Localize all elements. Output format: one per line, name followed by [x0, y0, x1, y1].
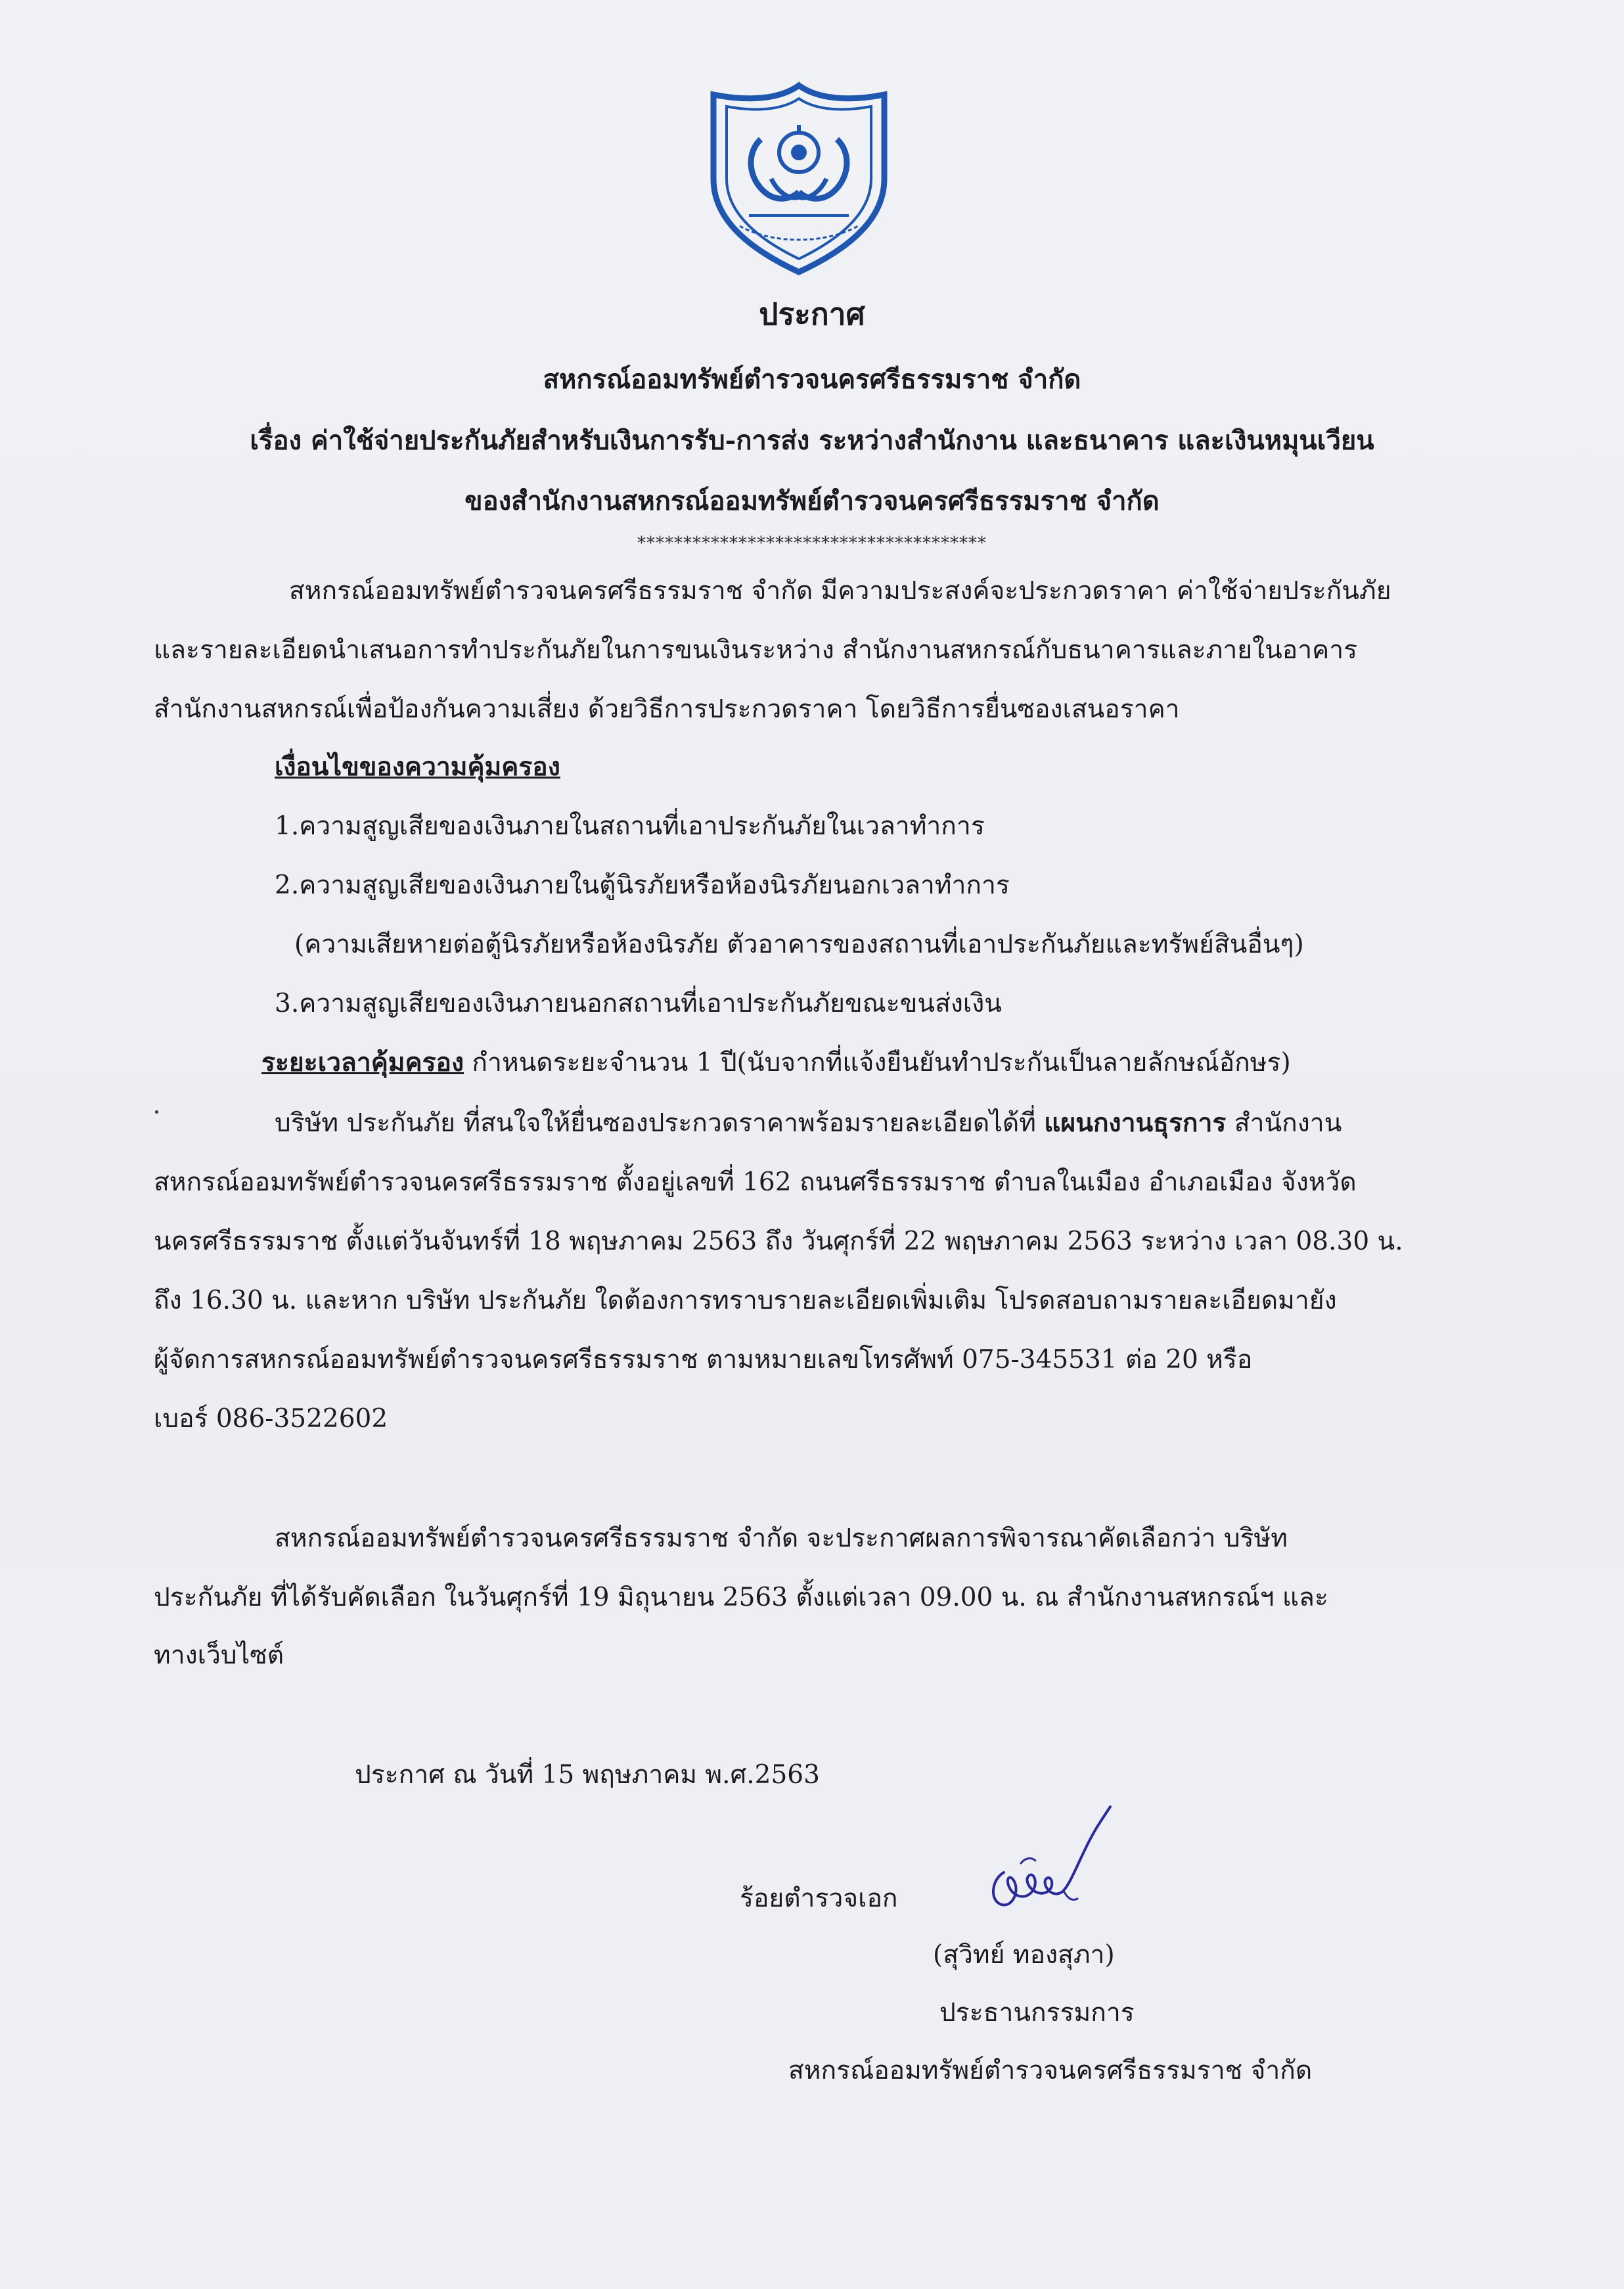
coverage-period	[261, 1047, 1291, 1077]
cooperative-shield-logo-icon	[700, 80, 897, 277]
intro-line-3: สำนักงานสหกรณ์เพื่อป้องกันความเสี่ยง ด้วยวิธีการประกวดราคา โดยวิธีการยื่นซองเสนอราคา	[154, 694, 1180, 724]
result-line-1: สหกรณ์ออมทรัพย์ตำรวจนครศรีธรรมราช จำกัด จะประกาศผลการพิจารณาคัดเลือกว่า บริษัท	[275, 1524, 1288, 1553]
subject-line-1: เรื่อง ค่าใช้จ่ายประกันภัยสำหรับเงินการรับ-การส่ง ระหว่างสำนักงาน และธนาคาร และเงินหมุนเวียน	[250, 425, 1374, 456]
submission-line-1	[275, 1110, 1342, 1136]
submission-office-bold: แผนกงานธุรการ	[1044, 1108, 1227, 1138]
submission-line-4: ถึง 16.30 น. และหาก บริษัท ประกันภัย ใดต้องการทราบรายละเอียดเพิ่มเติม โปรดสอบถามรายละเอียดมายัง	[154, 1286, 1337, 1315]
result-line-2: ประกันภัย ที่ได้รับคัดเลือก ในวันศุกร์ที่ 19 มิถุนายน 2563 ตั้งแต่เวลา 09.00 น. ณ สำนักงานสหกรณ์ฯ และ	[154, 1583, 1328, 1612]
subject-line-2: ของสำนักงานสหกรณ์ออมทรัพย์ตำรวจนครศรีธรรมราช จำกัด	[464, 486, 1160, 516]
stray-dot	[155, 1110, 158, 1114]
coverage-item-2: 2.ความสูญเสียของเงินภายในตู้นิรภัยหรือห้องนิรภัยนอกเวลาทำการ	[275, 871, 1010, 900]
signer-position: ประธานกรรมการ	[939, 1998, 1135, 2028]
signer-organization: สหกรณ์ออมทรัพย์ตำรวจนครศรีธรรมราช จำกัด	[788, 2056, 1313, 2085]
announcement-date: ประกาศ ณ วันที่ 15 พฤษภาคม พ.ศ.2563	[355, 1760, 820, 1790]
submission-line-3: นครศรีธรรมราช ตั้งแต่วันจันทร์ที่ 18 พฤษภาคม 2563 ถึง วันศุกร์ที่ 22 พฤษภาคม 2563 ระหว่าง เวลา 08.30 น.	[154, 1227, 1403, 1256]
coverage-heading: เงื่อนไขของความคุ้มครอง	[275, 752, 560, 782]
intro-line-2: และรายละเอียดนำเสนอการทำประกันภัยในการขนเงินระหว่าง สำนักงานสหกรณ์กับธนาคารและภายในอาคาร	[154, 635, 1358, 665]
intro-line-1: สหกรณ์ออมทรัพย์ตำรวจนครศรีธรรมราช จำกัด มีความประสงค์จะประกวดราคา ค่าใช้จ่ายประกันภัย	[289, 576, 1391, 606]
coverage-period-heading: ระยะเวลาคุ้มครอง	[261, 1047, 464, 1077]
handwritten-signature-icon	[966, 1800, 1117, 1932]
submission-line-2: สหกรณ์ออมทรัพย์ตำรวจนครศรีธรรมราช ตั้งอยู่เลขที่ 162 ถนนศรีธรรมราช ตำบลในเมือง อำเภอเมือง จังหวัด	[154, 1167, 1357, 1197]
submission-line-1a: บริษัท ประกันภัย ที่สนใจให้ยื่นซองประกวดราคาพร้อมรายละเอียดได้ที่	[275, 1108, 1045, 1138]
submission-line-1b: สำนักงาน	[1226, 1108, 1342, 1138]
coverage-item-2-note: (ความเสียหายต่อตู้นิรภัยหรือห้องนิรภัย ตัวอาคารของสถานที่เอาประกันภัยและทรัพย์สินอื่นๆ)	[294, 930, 1304, 959]
submission-line-5: ผู้จัดการสหกรณ์ออมทรัพย์ตำรวจนครศรีธรรมราช ตามหมายเลขโทรศัพท์ 075-345531 ต่อ 20 หรือ	[154, 1345, 1253, 1374]
separator-stars: **************************************	[637, 533, 987, 553]
signer-name: (สุวิทย์ ทองสุภา)	[933, 1940, 1115, 1970]
page-title: ประกาศ	[759, 296, 865, 332]
signer-rank: ร้อยตำรวจเอก	[740, 1884, 898, 1913]
coverage-item-3: 3.ความสูญเสียของเงินภายนอกสถานที่เอาประกันภัยขณะขนส่งเงิน	[275, 989, 1002, 1018]
submission-line-6: เบอร์ 086-3522602	[154, 1404, 388, 1434]
coverage-period-text: กำหนดระยะจำนวน 1 ปี(นับจากที่แจ้งยืนยันทำประกันเป็นลายลักษณ์อักษร)	[464, 1048, 1291, 1077]
header-organization: สหกรณ์ออมทรัพย์ตำรวจนครศรีธรรมราช จำกัด	[543, 364, 1081, 395]
result-line-3: ทางเว็บไซต์	[154, 1641, 284, 1670]
coverage-item-1: 1.ความสูญเสียของเงินภายในสถานที่เอาประกันภัยในเวลาทำการ	[275, 811, 985, 841]
